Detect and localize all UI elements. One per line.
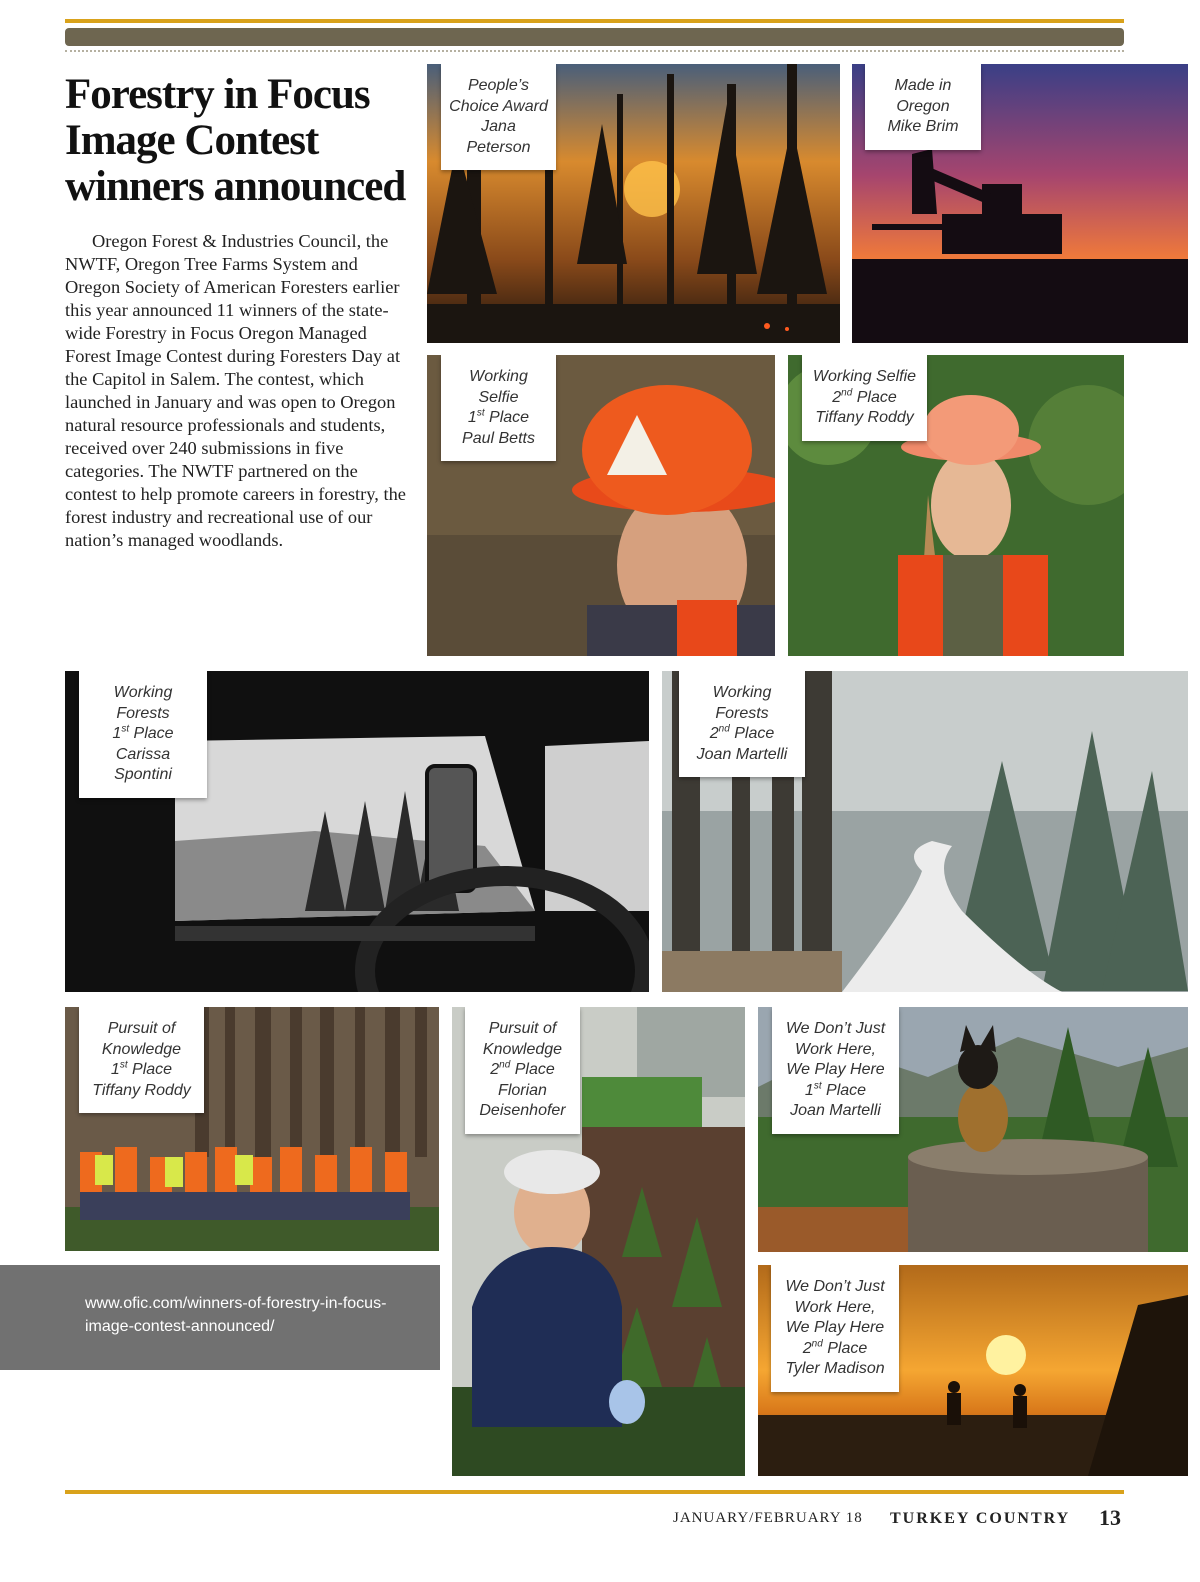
photo-we-play-here-1st: [758, 1007, 1188, 1252]
top-rule: [65, 19, 1124, 23]
photo-caption: Working Forests 2nd Place Joan Martelli: [679, 671, 805, 777]
article-headline: Forestry in Focus Image Contest winners announced: [65, 71, 406, 210]
header-bar: [65, 28, 1124, 46]
article-body: Oregon Forest & Industries Council, the NWTF, Oregon Tree Farms System and Oregon Society of American Foresters earlier this year announced 11 winners of the state-wide Forestry in Focus Oregon Managed Forest Image Contest during Foresters Day at the Capitol in Salem. The contest, which launched in January and was open to Oregon natural resource professionals and students, received over 240 submissions in five categories. The NWTF partnered on the contest to help promote careers in forestry, the forest industry and recreational use of our nation’s managed woodlands.: [65, 231, 406, 550]
issue-date: JANUARY/FEBRUARY 18: [673, 1510, 863, 1526]
photo-caption: Made in Oregon Mike Brim: [865, 64, 981, 150]
photo-caption: Working Selfie 2nd Place Tiffany Roddy: [802, 355, 927, 441]
photo-pursuit-knowledge-2nd: [452, 1007, 745, 1476]
photo-caption: Working Forests 1st Place Carissa Spontini: [79, 671, 207, 798]
page-number: 13: [1099, 1505, 1121, 1530]
photo-caption: Pursuit of Knowledge 2nd Place Florian Deisenhofer: [465, 1007, 580, 1134]
photo-we-play-here-2nd: [758, 1265, 1188, 1476]
article-link[interactable]: www.ofic.com/winners-of-forestry-in-focus-image-contest-announced/: [85, 1295, 387, 1335]
bottom-rule: [65, 1490, 1124, 1494]
photo-peoples-choice: [427, 64, 840, 343]
photo-caption: Working Selfie 1st Place Paul Betts: [441, 355, 556, 461]
photo-caption: People’s Choice Award Jana Peterson: [441, 64, 556, 170]
photo-working-forests-2nd: [662, 671, 1188, 992]
photo-working-selfie-2nd: [788, 355, 1124, 656]
photo-working-selfie-1st: [427, 355, 775, 656]
photo-made-in-oregon: [852, 64, 1188, 343]
dotted-rule: [65, 50, 1124, 52]
photo-pursuit-knowledge-1st: [65, 1007, 439, 1251]
photo-caption: We Don’t Just Work Here, We Play Here 2nd Place Tyler Madison: [771, 1265, 899, 1392]
photo-caption: Pursuit of Knowledge 1st Place Tiffany Roddy: [79, 1007, 204, 1113]
magazine-name: TURKEY COUNTRY: [890, 1510, 1071, 1527]
photo-caption: We Don’t Just Work Here, We Play Here 1st Place Joan Martelli: [772, 1007, 899, 1134]
photo-working-forests-1st: [65, 671, 649, 992]
